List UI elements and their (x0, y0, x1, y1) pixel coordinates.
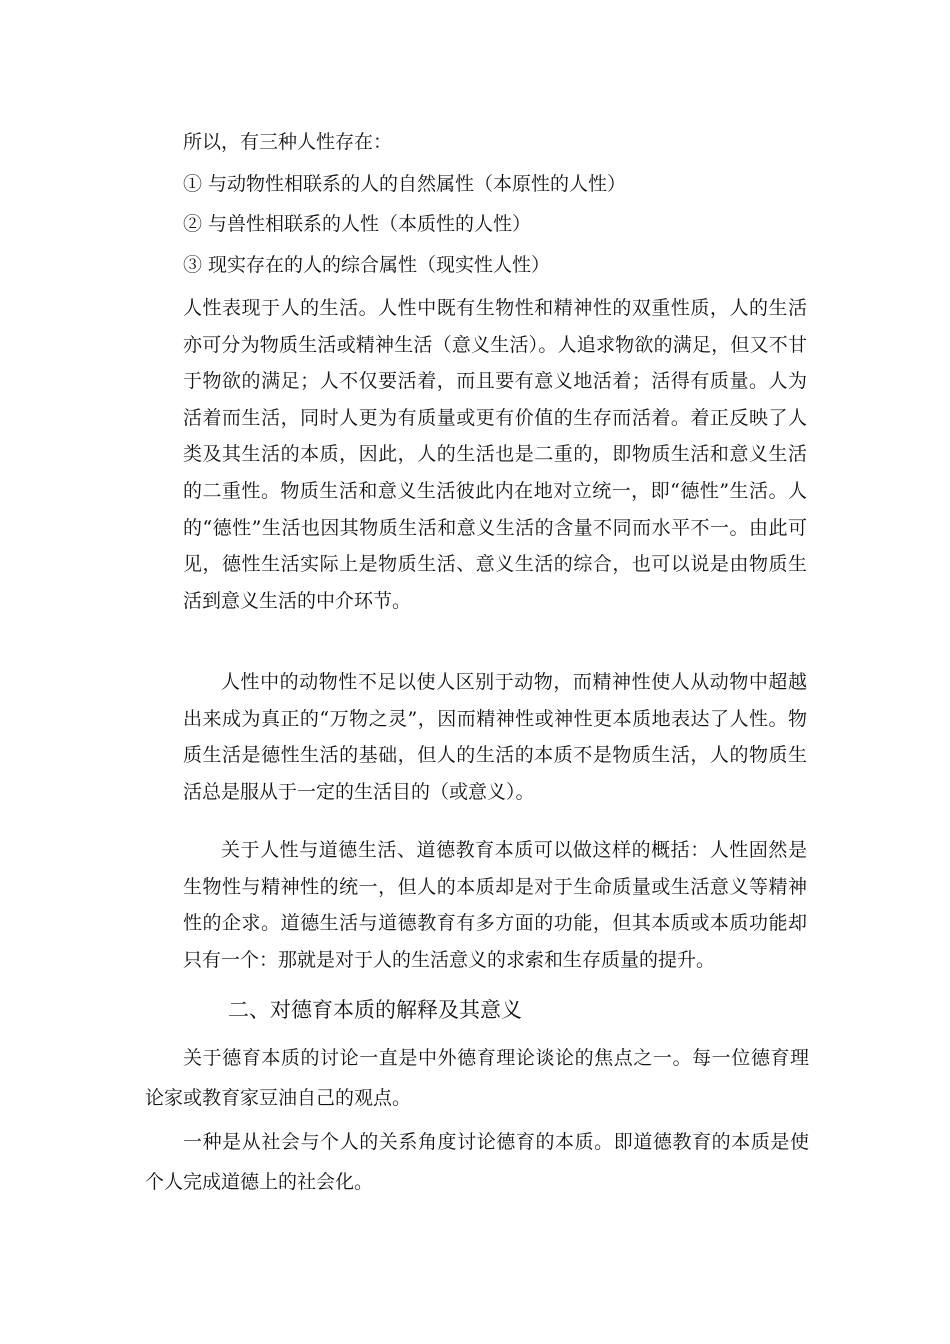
section-heading: 二、对德育本质的解释及其意义 (228, 998, 522, 1022)
paragraph: 关于人性与道德生活、道德教育本质可以做这样的概括：人性固然是生物性与精神性的统一，但人的本质却是对于生命质量或生活意义等精神性的企求。道德生活与道德教育有多方面的功能，但其本质或本质功能却只有一个：那就是对于人的生活意义的求索和生存质量的提升。 (183, 839, 807, 971)
paragraph: 关于德育本质的讨论一直是中外德育理论谈论的焦点之一。每一位德育理论家或教育家豆油自己的观点。 (145, 1047, 809, 1109)
intro-line: 所以，有三种人性存在： (183, 131, 393, 153)
paragraph: 人性表现于人的生活。人性中既有生物性和精神性的双重性质，人的生活亦可分为物质生活或精神生活（意义生活）。人追求物欲的满足，但又不甘于物欲的满足；人不仅要活着，而且要有意义地活着；活得有质量。人为活着而生活，同时人更为有质量或更有价值的生存而活着。着正反映了人类及其生活的本质，因此，人的生活也是二重的，即物质生活和意义生活的二重性。物质生活和意义生活彼此内在地对立统一，即“德性”生活。人的“德性”生活也因其物质生活和意义生活的含量不同而水平不一。由此可见，德性生活实际上是物质生活、意义生活的综合，也可以说是由物质生活到意义生活的中介环节。 (183, 297, 807, 612)
list-item: ① 与动物性相联系的人的自然属性（本原性的人性） (183, 173, 627, 195)
paragraph: 人性中的动物性不足以使人区别于动物，而精神性使人从动物中超越出来成为真正的“万物之灵”，因而精神性或神性更本质地表达了人性。物质生活是德性生活的基础，但人的生活的本质不是物质生活，人的物质生活总是服从于一定的生活目的（或意义）。 (183, 671, 807, 803)
list-item: ② 与兽性相联系的人性（本质性的人性） (183, 213, 532, 235)
list-item: ③ 现实存在的人的综合属性（现实性人性） (183, 254, 551, 276)
paragraph: 一种是从社会与个人的关系角度讨论德育的本质。即道德教育的本质是使个人完成道德上的社会化。 (145, 1131, 809, 1193)
